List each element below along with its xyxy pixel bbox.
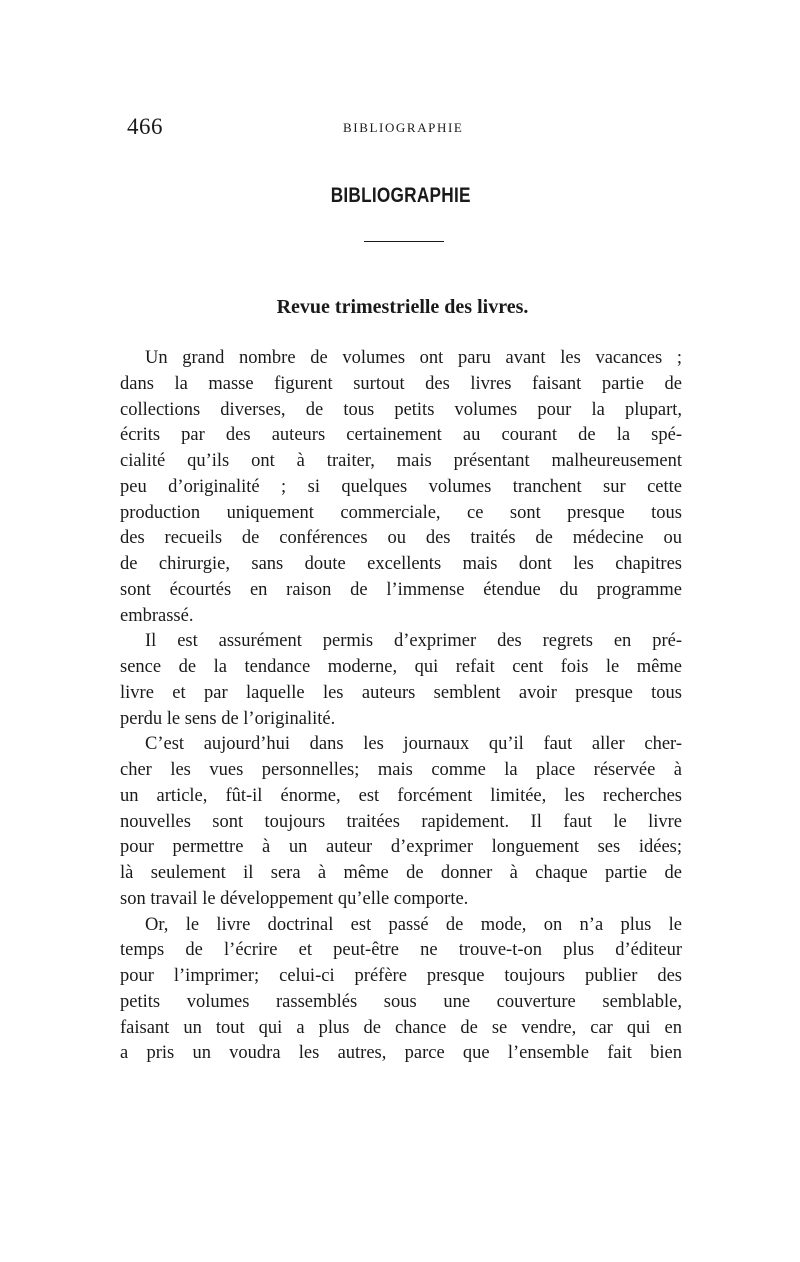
running-head <box>127 114 679 142</box>
text-line: sence de la tendance moderne, qui refait cent fois le même <box>120 657 682 677</box>
text-line: livre et par laquelle les auteurs semblent avoir presque tous <box>120 682 682 703</box>
text-line: pour l’imprimer; celui-ci préfère presque toujours publier des <box>120 966 682 986</box>
text-line: petits volumes rassemblés sous une couverture semblable, <box>120 991 682 1012</box>
text-line: collections diverses, de tous petits volumes pour la plupart, <box>120 399 682 420</box>
text-line: Or, le livre doctrinal est passé de mode, on n’a plus le <box>145 914 682 935</box>
text-line: dans la masse figurent surtout des livres faisant partie de <box>120 373 682 394</box>
text-line: cher les vues personnelles; mais comme la place réservée à <box>120 760 682 780</box>
text-line: cialité qu’ils ont à traiter, mais présentant malheureusement <box>120 451 682 471</box>
article-title: Revue trimestrielle des livres. <box>276 296 529 318</box>
section-title: BIBLIOGRAPHIE <box>330 184 471 207</box>
text-line: un article, fût-il énorme, est forcément limitée, les recherches <box>120 785 682 806</box>
text-line: nouvelles sont toujours traitées rapidement. Il faut le livre <box>120 811 682 832</box>
text-line: faisant un tout qui a plus de chance de se vendre, car qui en <box>120 1017 682 1038</box>
text-line: son travail le développement qu’elle comporte. <box>120 888 469 909</box>
text-line: sont écourtés en raison de l’immense étendue du programme <box>120 579 682 600</box>
text-line: peu d’originalité ; si quelques volumes tranchent sur cette <box>120 476 682 497</box>
text-line: perdu le sens de l’originalité. <box>120 708 336 729</box>
title-divider <box>364 241 444 242</box>
text-line: embrassé. <box>120 605 194 626</box>
text-line: de chirurgie, sans doute excellents mais dont les chapitres <box>120 554 682 574</box>
text-line: temps de l’écrire et peut-être ne trouve-t-on plus d’éditeur <box>120 940 682 961</box>
text-line: a pris un voudra les autres, parce que l’ensemble fait bien <box>120 1043 682 1064</box>
text-line: des recueils de conférences ou des traités de médecine ou <box>120 528 682 549</box>
body-text <box>120 346 682 1067</box>
text-line: Il est assurément permis d’exprimer des regrets en pré- <box>145 631 682 652</box>
text-line: pour permettre à un auteur d’exprimer longuement ses idées; <box>120 837 682 858</box>
page-number: 466 <box>127 114 163 139</box>
text-line: Un grand nombre de volumes ont paru avant les vacances ; <box>145 348 682 368</box>
text-line: production uniquement commerciale, ce sont presque tous <box>120 502 682 523</box>
text-line: C’est aujourd’hui dans les journaux qu’il faut aller cher- <box>145 734 682 755</box>
text-line: écrits par des auteurs certainement au courant de la spé- <box>120 425 682 446</box>
running-title: BIBLIOGRAPHIE <box>343 120 464 135</box>
text-line: là seulement il sera à même de donner à chaque partie de <box>120 863 682 883</box>
